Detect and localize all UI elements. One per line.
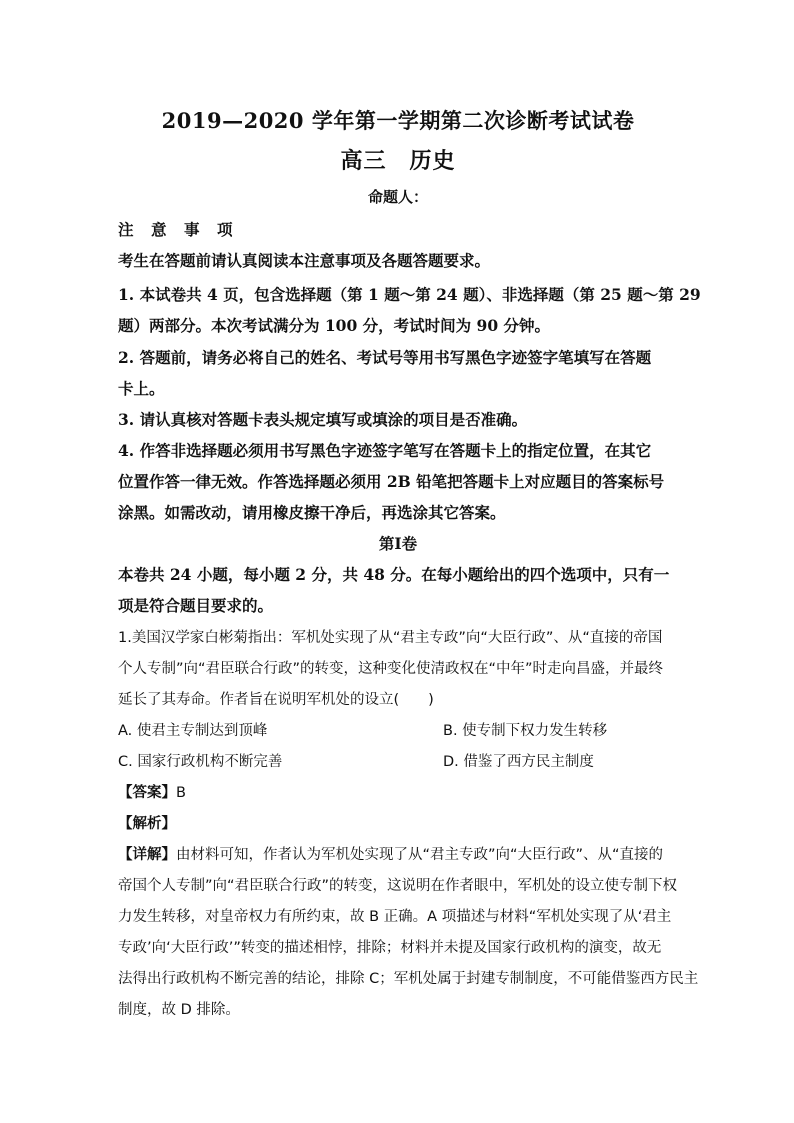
question-1-option-c: C. 国家行政机构不断完善: [118, 754, 283, 770]
notice-item-1-line-1: 1. 本试卷共 4 页，包含选择题（第 1 题～第 24 题）、非选择题（第 25 题～第 29: [118, 285, 701, 304]
detail-text-1: 由材料可知，作者认为军机处实现了从“君主专政”向“大臣行政”、从“直接的: [176, 847, 664, 863]
section-heading: 第Ⅰ卷: [378, 534, 418, 553]
detail-line-2: 帝国个人专制”向“君臣联合行政”的转变，这说明在作者眼中，军机处的设立使专制下权: [118, 878, 678, 894]
detail-line-3: 力发生转移，对皇帝权力有所约束，故 B 正确。A 项描述与材料“军机处实现了从‘君主: [118, 909, 672, 925]
answer-value: B: [176, 785, 186, 801]
section-description-line-2: 项是符合题目要求的。: [118, 596, 274, 615]
question-1-option-d: D. 借鉴了西方民主制度: [443, 754, 594, 770]
analysis-tag: 【解析】: [118, 816, 176, 832]
exam-subject: 高三 历史: [340, 148, 456, 174]
notice-item-2-line-1: 2. 答题前，请务必将自己的姓名、考试号等用书写黑色字迹签字笔填写在答题: [118, 348, 652, 367]
notice-item-4-line-3: 涂黑。如需改动，请用橡皮擦干净后，再选涂其它答案。: [118, 503, 506, 522]
answer-line: [118, 781, 678, 802]
detail-line-6: 制度，故 D 排除。: [118, 1002, 240, 1018]
notice-item-4-line-1: 4. 作答非选择题必须用书写黑色字迹签字笔写在答题卡上的指定位置，在其它: [118, 441, 652, 460]
detail-line-5: 法得出行政机构不断完善的结论，排除 C；军机处属于封建专制制度，不可能借鉴西方民主: [118, 971, 699, 987]
question-1-option-b: B. 使专制下权力发生转移: [443, 723, 608, 739]
notice-intro: 考生在答题前请认真阅读本注意事项及各题答题要求。: [118, 251, 491, 270]
question-1-stem-line-1: 1.美国汉学家白彬菊指出：军机处实现了从“君主专政”向“大臣行政”、从“直接的帝国: [118, 630, 663, 646]
detail-line-4: 专政’向‘大臣行政’”转变的描述相悖，排除；材料并未提及国家行政机构的演变，故无: [118, 940, 662, 956]
notice-heading: 注 意 事 项: [118, 220, 234, 239]
exam-title: 2019—2020 学年第一学期第二次诊断考试试卷: [161, 108, 635, 133]
notice-item-2-line-2: 卡上。: [118, 379, 165, 398]
section-description-line-1: 本卷共 24 小题，每小题 2 分，共 48 分。在每小题给出的四个选项中，只有一: [118, 565, 670, 584]
notice-item-3: 3. 请认真核对答题卡表头规定填写或填涂的项目是否准确。: [118, 410, 528, 429]
question-1-stem-line-3: 延长了其寿命。作者旨在说明军机处的设立( ): [118, 692, 434, 708]
notice-item-1-line-2: 题）两部分。本次考试满分为 100 分，考试时间为 90 分钟。: [118, 316, 551, 335]
question-setter: 命题人：: [367, 188, 428, 206]
detail-line-1: [118, 843, 678, 864]
answer-tag: 【答案】: [118, 785, 176, 801]
notice-item-4-line-2: 位置作答一律无效。作答选择题必须用 2B 铅笔把答题卡上对应题目的答案标号: [118, 472, 665, 491]
question-1-option-a: A. 使君主专制达到顶峰: [118, 723, 268, 739]
question-1-stem-line-2: 个人专制”向“君臣联合行政”的转变，这种变化使清政权在“中年”时走向昌盛，并最终: [118, 661, 664, 677]
detail-tag: 【详解】: [118, 847, 176, 863]
